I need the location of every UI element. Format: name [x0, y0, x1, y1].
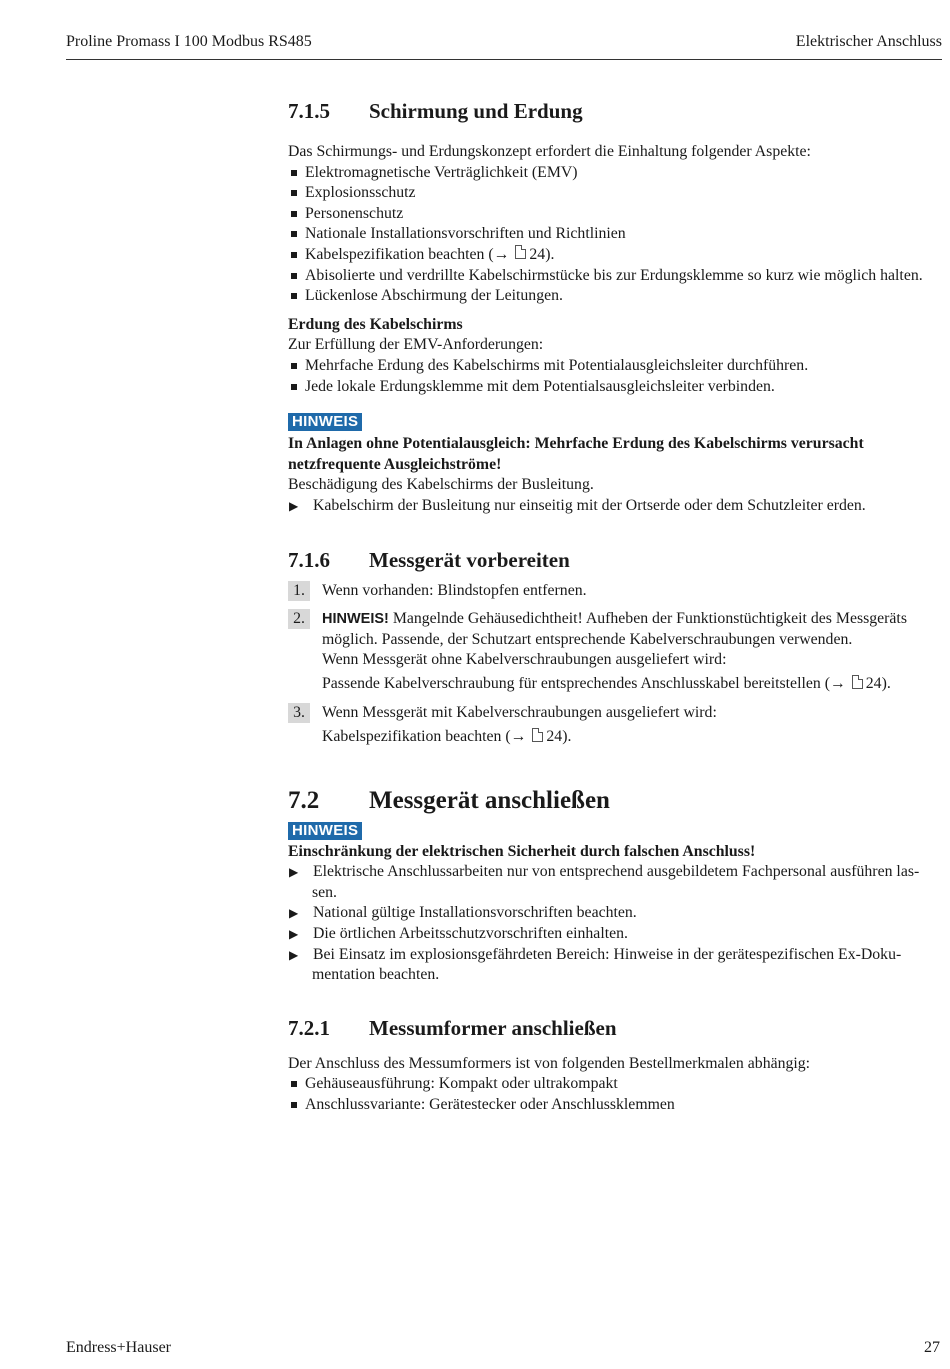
step-result: Kabelspezifikation beachten (→ 24).: [322, 728, 572, 746]
notice-headline: In Anlagen ohne Potentialausgleich: Mehrfache Erdung des Kabelschirms verursacht: [288, 435, 864, 453]
section-number: 7.2.1: [288, 1015, 330, 1040]
step-1: [288, 581, 944, 602]
list-item: Jede lokale Erdungsklemme mit dem Potentialsausgleichsleiter verbinden.: [288, 377, 944, 398]
notice-box: [288, 822, 944, 986]
section-title: Messgerät anschließen: [369, 786, 610, 814]
section-number: 7.1.5: [288, 99, 330, 123]
list-item: Personenschutz: [288, 204, 944, 225]
bullet-square-icon: [291, 231, 297, 237]
bullet-square-icon: [291, 252, 297, 258]
section-number: 7.1.6: [288, 547, 330, 572]
arrow-right-icon: ▶: [289, 906, 299, 921]
header-document-title: Proline Promass I 100 Modbus RS485: [66, 33, 312, 50]
section-title: Schirmung und Erdung: [369, 99, 583, 123]
bullet-square-icon: [291, 273, 297, 279]
page-content: [288, 96, 944, 1116]
notice-action: ▶ Elektrische Anschlussarbeiten nur von entsprechend ausgebildetem Fachpersonal ausführen las-: [288, 862, 944, 883]
header-chapter-title: Elektrischer Anschluss: [795, 33, 942, 50]
notice-action: ▶ Die örtlichen Arbeitsschutzvorschriften einhalten.: [288, 924, 944, 945]
step-number: 3.: [288, 703, 310, 723]
section-title: Messumformer anschließen: [369, 1015, 617, 1040]
section-number: 7.2: [288, 786, 320, 814]
notice-tag: HINWEIS: [288, 822, 362, 840]
list-item: Lückenlose Abschirmung der Leitungen.: [288, 286, 944, 307]
notice-action: ▶ National gültige Installationsvorschriften beachten.: [288, 903, 944, 924]
step-condition: Wenn Messgerät ohne Kabelverschraubungen ausgeliefert wird:: [322, 651, 727, 669]
step-2: [288, 609, 944, 694]
bullet-square-icon: [291, 293, 297, 299]
step-condition: Wenn Messgerät mit Kabelverschraubungen ausgeliefert wird:: [322, 704, 717, 722]
list-item: Nationale Installationsvorschriften und Richtlinien: [288, 224, 944, 245]
list-item: Explosionsschutz: [288, 183, 944, 204]
page-number: 27: [924, 1339, 940, 1356]
list-item: Anschlussvariante: Gerätestecker oder Anschlussklemmen: [288, 1095, 944, 1116]
step-text: möglich. Passende, der Schutzart entsprechende Kabelverschraubungen verwenden.: [322, 630, 853, 648]
list-item: Mehrfache Erdung des Kabelschirms mit Potentialausgleichsleiter durchführen.: [288, 356, 944, 377]
step-text: Mangelnde Gehäusedichtheit! Aufheben der Funktionstüchtigkeit des Messgeräts: [392, 610, 907, 628]
list-item: Elektromagnetische Verträglichkeit (EMV): [288, 163, 944, 184]
notice-action-continued: mentation beachten.: [312, 966, 440, 984]
inline-notice-label: HINWEIS!: [322, 611, 389, 628]
bullet-square-icon: [291, 1102, 297, 1108]
arrow-right-icon: ▶: [289, 947, 299, 962]
section-heading-7-2: [288, 783, 944, 819]
bullet-square-icon: [291, 384, 297, 390]
subheading: Erdung des Kabelschirms: [288, 315, 463, 333]
step-3: [288, 703, 944, 747]
arrow-right-icon: ▶: [289, 865, 299, 880]
page-reference-icon: [532, 728, 543, 742]
bullet-square-icon: [291, 363, 297, 369]
list-item: Gehäuseausführung: Kompakt oder ultrakompakt: [288, 1074, 944, 1095]
section-heading-7-2-1: [288, 1013, 944, 1043]
notice-box: [288, 413, 944, 516]
notice-action-continued: sen.: [312, 883, 338, 901]
arrow-right-icon: ▶: [289, 498, 299, 513]
arrow-right-icon: ▶: [289, 927, 299, 942]
section-heading-7-1-5: [288, 96, 944, 126]
page-reference-icon: [515, 245, 526, 259]
notice-tag: HINWEIS: [288, 413, 362, 431]
notice-action: ▶ Bei Einsatz im explosionsgefährdeten Bereich: Hinweise in der gerätespezifischen Ex-Doku-: [288, 945, 944, 966]
list-item: Abisolierte und verdrillte Kabelschirmstücke bis zur Erdungsklemme so kurz wie möglich halten.: [288, 266, 944, 287]
notice-headline: netzfrequente Ausgleichströme!: [288, 455, 502, 473]
list-item: Kabelspezifikation beachten (→ 24).: [288, 245, 944, 266]
section-title: Messgerät vorbereiten: [369, 547, 570, 572]
step-result: Passende Kabelverschraubung für entsprechendes Anschlusskabel bereitstellen (→ 24).: [322, 674, 891, 692]
page-header: [66, 33, 942, 60]
bullet-square-icon: [291, 190, 297, 196]
notice-headline: Einschränkung der elektrischen Sicherheit durch falschen Anschluss!: [288, 842, 756, 860]
notice-action: ▶ Kabelschirm der Busleitung nur einseitig mit der Ortserde oder dem Schutzleiter erden.: [288, 496, 944, 517]
page-reference-icon: [852, 675, 863, 689]
section-heading-7-1-6: [288, 545, 944, 575]
notice-consequence: Beschädigung des Kabelschirms der Busleitung.: [288, 476, 594, 494]
intro-text: Das Schirmungs- und Erdungskonzept erfordert die Einhaltung folgender Aspekte:: [288, 143, 811, 160]
bullet-square-icon: [291, 1081, 297, 1087]
bullet-square-icon: [291, 211, 297, 217]
footer-company: Endress+Hauser: [66, 1339, 171, 1356]
subheading-intro: Zur Erfüllung der EMV-Anforderungen:: [288, 336, 544, 354]
step-number: 1.: [288, 581, 310, 601]
bullet-square-icon: [291, 170, 297, 176]
step-number: 2.: [288, 609, 310, 629]
step-text: Wenn vorhanden: Blindstopfen entfernen.: [322, 581, 587, 599]
intro-text: Der Anschluss des Messumformers ist von folgenden Bestellmerkmalen abhängig:: [288, 1054, 811, 1072]
